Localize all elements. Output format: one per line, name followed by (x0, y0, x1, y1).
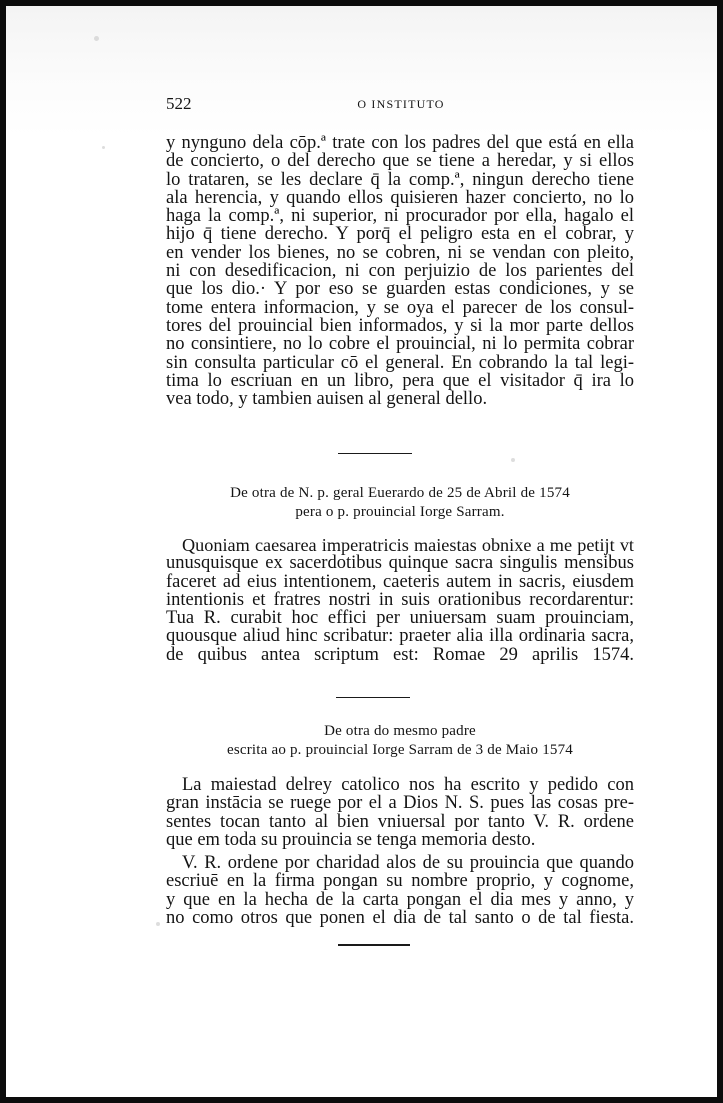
text-line: tima lo escriuan en un libro, pera que el visitador q̄ ira lo (166, 370, 634, 391)
scan-speck (94, 36, 99, 41)
scan-speck (511, 458, 515, 462)
section-divider (336, 697, 410, 698)
text-line: quousque aliud hinc scribatur: praeter alia illa ordinaria sacra, (166, 626, 634, 647)
text-line: no como otros que ponen el dia de tal santo o de tal fiesta. (166, 907, 634, 928)
heading-line: escrita ao p. prouincial Iorge Sarram de 3 de Maio 1574 (226, 742, 574, 758)
text-line: sentes tocan tanto al bien vniuersal por tanto V. R. ordene (166, 811, 634, 832)
running-head (166, 94, 636, 116)
text-line: Quoniam caesarea imperatricis maiestas obnixe a me petijt vt (182, 535, 634, 555)
scan-speck (102, 146, 105, 149)
text-line: Tua R. curabit hoc effici per uniuersam suam prouinciam, (166, 608, 634, 629)
heading-line: De otra do mesmo padre (324, 723, 476, 739)
letter-2-heading (166, 484, 634, 522)
text-line: hijo q̄ tiene derecho. Y porq̄ el peligro esta en el cobrar, y (166, 224, 634, 245)
text-line: tores del prouincial bien informados, y si la mor parte dellos (166, 315, 634, 336)
text-line: gran instācia se ruege por el a Dios N. S. pues las cosas pre- (166, 793, 634, 814)
text-line: haga la comp.ª, ni superior, ni procurador por ella, hagalo el (166, 206, 634, 227)
text-line: escriuē en la firma pongan su nombre proprio, y cognome, (166, 871, 634, 892)
text-line: ala herencia, y quando ellos quisieren hazer concierto, no lo (166, 187, 634, 208)
running-title: O INSTITUTO (357, 97, 445, 111)
heading-line: pera o p. prouincial Iorge Sarram. (295, 504, 505, 520)
text-line: que los dio.· Y por eso se guarden estas condiciones, y se (166, 279, 634, 300)
text-line: que em toda su prouincia se tenga memoria desto. (166, 829, 536, 850)
letter-3-heading (166, 722, 634, 760)
text-line: La maiestad delrey catolico nos ha escrito y pedido con (182, 775, 634, 795)
text-line: sin consulta particular cō el general. En cobrando la tal legi- (166, 352, 634, 373)
text-line: tome entera informacion, y se oya el parecer de los consul- (166, 297, 634, 318)
text-line: en vender los bienes, no se cobren, ni se vendan con pleito, (166, 242, 634, 263)
text-line: y que en la hecha de la carta pongan el dia mes y anno, y (166, 889, 634, 910)
letter-3-paragraph-2 (166, 854, 634, 927)
text-line: de quibus antea scriptum est: Romae 29 aprilis 1574. (166, 644, 634, 665)
section-divider (338, 453, 412, 454)
text-line: de concierto, o del derecho que se tiene a heredar, y si ellos (166, 151, 634, 172)
text-line: vea todo, y tambien auisen al general dello. (166, 389, 488, 410)
text-line: lo trataren, se les declare q̄ la comp.ª, ningun derecho tiene (166, 169, 634, 190)
text-line: V. R. ordene por charidad alos de su prouincia que quando (182, 853, 634, 873)
section-divider (338, 944, 410, 946)
text-line: ni con desedificacion, ni con perjuizio de los parientes del (166, 261, 634, 282)
letter-2-body (166, 536, 634, 664)
heading-line: De otra de N. p. geral Euerardo de 25 de Abril de 1574 (230, 485, 570, 501)
page-number: 522 (166, 94, 192, 113)
text-line: intentionis et fratres nostri in suis orationibus recordarentur: (166, 589, 634, 610)
text-line: unusquisque ex sacerdotibus quinque sacra singulis mensibus (166, 553, 634, 574)
text-line: faceret ad eius intentionem, caeteris autem in sacris, eiusdem (166, 571, 634, 592)
text-line: no consintiere, no lo cobre el prouincial, ni lo permita cobrar (166, 334, 634, 355)
text-line: y nynguno dela cōp.ª trate con los padres del que está en ella (166, 133, 634, 153)
letter-3-paragraph-1 (166, 776, 634, 849)
scan-speck (156, 922, 160, 926)
letter-1-body (166, 134, 634, 408)
